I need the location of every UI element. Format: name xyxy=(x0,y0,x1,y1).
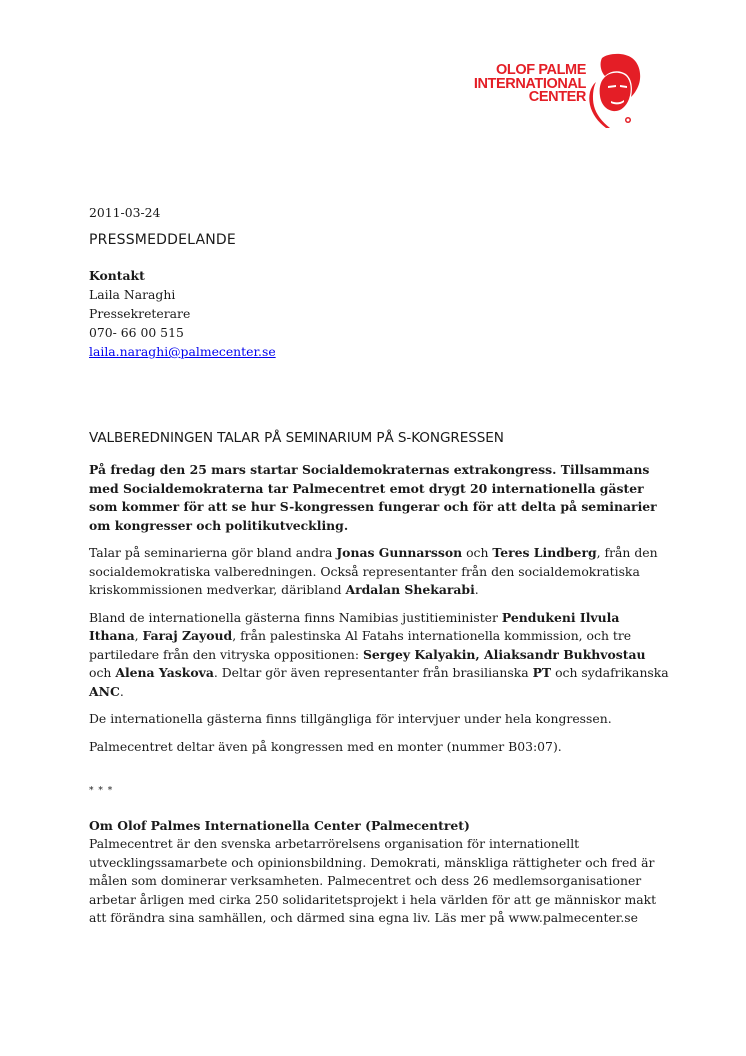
paragraph-booth: Palmecentret deltar även på kongressen med en monter (nummer B03:07). xyxy=(89,738,562,754)
body-text xyxy=(89,461,669,937)
paragraph-interviews: De internationella gästerna finns tillgängliga för intervjuer under hela kongressen. xyxy=(89,711,612,726)
organization-logo xyxy=(462,52,642,130)
about-title: Om Olof Palmes Internationella Center (Palmecentret) xyxy=(89,817,470,833)
release-date: 2011-03-24 xyxy=(89,205,161,220)
logo-line-2: INTERNATIONAL xyxy=(473,75,586,92)
contact-role: Pressekreterare xyxy=(89,306,191,321)
section-separator: * * * xyxy=(89,786,114,796)
contact-name: Laila Naraghi xyxy=(89,287,176,302)
logo-wordmark xyxy=(462,64,586,105)
contact-phone: 070- 66 00 515 xyxy=(89,325,184,340)
logo-line-3: CENTER xyxy=(528,89,586,105)
contact-email-link[interactable]: laila.naraghi@palmecenter.se xyxy=(89,344,276,359)
olof-palme-portrait-icon xyxy=(584,52,644,130)
paragraph-speakers: Talar på seminarierna gör bland andra Jonas Gunnarsson och Teres Lindberg, från den socialdemokratiska valberedningen. Också representanter från den socialdemokratiska kriskommissionen medverkar, däribland Ardalan Shekarabi. xyxy=(89,545,658,597)
contact-block xyxy=(89,266,276,361)
document-type: PRESSMEDDELANDE xyxy=(89,232,236,248)
logo-line-1: OLOF PALME xyxy=(496,62,586,78)
about-text: Palmecentret är den svenska arbetarrörelsens organisation för internationellt utvecklingssamarbete och opinionsbildning. Demokrati, mänskliga rättigheter och fred är målen som dominerar verksamheten. Palmecentret och dess 26 medlemsorganisationer arbetar årligen med cirka 250 solidaritetsprojekt i hela världen för att ge människor makt att förändra sina samhällen, och därmed sina egna liv. Läs mer på www.palmecenter.se xyxy=(89,836,657,925)
headline: VALBEREDNINGEN TALAR PÅ SEMINARIUM PÅ S-KONGRESSEN xyxy=(89,430,504,446)
lead-paragraph: På fredag den 25 mars startar Socialdemokraternas extrakongress. Tillsammans med Socialdemokraterna tar Palmecentret emot drygt 20 internationella gäster som kommer för att se hur S-kongressen fungerar och för att delta på seminarier om kongresser och politikutveckling. xyxy=(89,462,657,533)
paragraph-guests: Bland de internationella gästerna finns Namibias justitieminister Pendukeni Ilvula Ithana, Faraj Zayoud, från palestinska Al Fatahs internationella kommission, och tre partiledare från den vitryska oppositionen: Sergey Kalyakin, Aliaksandr Bukhvostau och Alena Yaskova. Deltar gör även representanter från brasilianska PT och sydafrikanska ANC. xyxy=(89,609,669,699)
contact-label: Kontakt xyxy=(89,268,145,283)
about-section xyxy=(89,817,669,928)
